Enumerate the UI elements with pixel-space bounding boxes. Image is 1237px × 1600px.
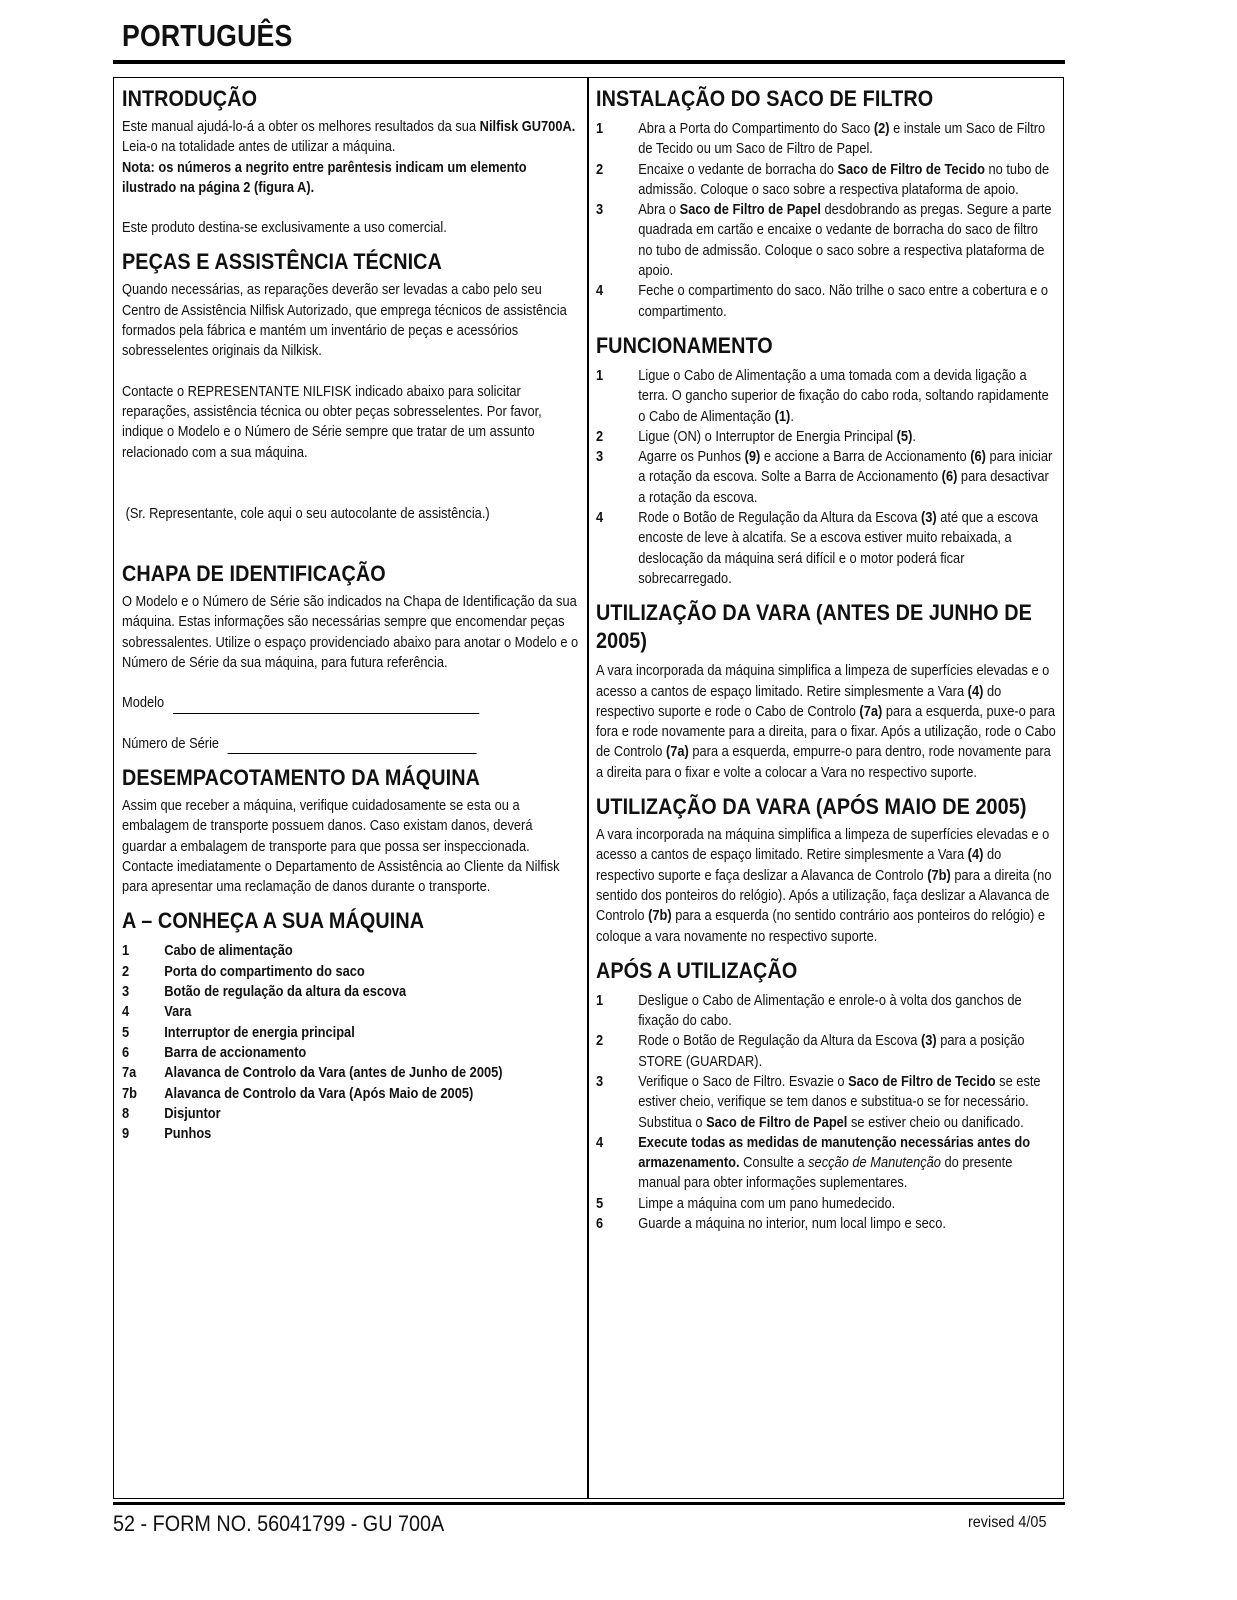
- list-item: 6 Guarde a máquina no interior, num local limpo e seco.: [596, 1216, 946, 1233]
- wand-before-heading: UTILIZAÇÃO DA VARA (ANTES DE JUNHO DE 2005): [596, 600, 1032, 654]
- serial-label: Número de Série: [122, 735, 220, 752]
- wand-before-paragraph: A vara incorporada da máquina simplifica a limpeza de superfícies elevadas e o acesso a cantos de espaço limitado. Retire simplesmente a Vara (4) do respectivo suporte e rode o Cabo de Controlo (7a) para a esquerda, puxe-o para fora e rode novamente para a direita, para o fixar. Após a utilização, rode o Cabo de Controlo (7a) para a esquerda, empurre-o para dentro, rode novamente para a direita para o fixar e volte a colocar a Vara no respectivo suporte.: [596, 663, 1056, 781]
- list-item: 4 Rode o Botão de Regulação da Altura da Escova (3) até que a escova encoste de leve à alcatifa. Se a escova estiver muito rebaixada, a deslocação da máquina será difícil e o motor poderá ficar sobrecarregado.: [596, 510, 1039, 587]
- list-item: 7a Alavanca de Controlo da Vara (antes de Junho de 2005): [122, 1065, 503, 1082]
- after-use-section: [596, 957, 1056, 1235]
- top-rule: [113, 60, 1065, 64]
- filter-bag-heading: INSTALAÇÃO DO SACO DE FILTRO: [596, 86, 934, 111]
- filter-bag-steps: [596, 119, 1056, 322]
- filter-bag-section: [596, 85, 1056, 322]
- serial-blank-line[interactable]: [228, 740, 477, 754]
- wand-after-paragraph: A vara incorporada na máquina simplifica a limpeza de superfícies elevadas e o acesso a cantos de espaço limitado. Retire simplesmente a Vara (4) do respectivo suporte e faça deslizar a Alavanca de Controlo (7b) para a direita (no sentido dos ponteiros do relógio). Após a utilização, faça deslizar a Alavanca de Controlo (7b) para a esquerda (no sentido contrário aos ponteiros do relógio) e coloque a vara novamente no respectivo suporte.: [596, 827, 1052, 945]
- nameplate-section: [122, 560, 580, 754]
- language-title: PORTUGUÊS: [122, 18, 293, 53]
- unpacking-section: [122, 764, 580, 897]
- intro-section: [122, 85, 580, 238]
- list-item: 8 Disjuntor: [122, 1105, 221, 1122]
- model-blank-line[interactable]: [173, 700, 479, 714]
- model-label: Modelo: [122, 695, 165, 712]
- after-use-heading: APÓS A UTILIZAÇÃO: [596, 957, 798, 983]
- operation-section: [596, 332, 1056, 589]
- unpacking-heading: DESEMPACOTAMENTO DA MÁQUINA: [122, 764, 481, 790]
- column-divider: [587, 77, 589, 1499]
- left-column: [122, 85, 580, 1144]
- after-use-steps: [596, 991, 1056, 1235]
- model-field[interactable]: [122, 693, 580, 713]
- list-item: 5 Limpe a máquina com um pano humedecido.: [596, 1195, 896, 1212]
- right-column: [596, 85, 1056, 1234]
- nameplate-heading: CHAPA DE IDENTIFICAÇÃO: [122, 561, 386, 587]
- list-item: 1 Cabo de alimentação: [122, 943, 293, 960]
- list-item: 4 Vara: [122, 1004, 192, 1021]
- operation-heading: FUNCIONAMENTO: [596, 332, 773, 358]
- parts-service-heading: PEÇAS E ASSISTÊNCIA TÉCNICA: [122, 249, 442, 275]
- parts-service-section: [122, 248, 580, 524]
- footer-form-number: 52 - FORM NO. 56041799 - GU 700A: [113, 1511, 445, 1536]
- list-item: 7b Alavanca de Controlo da Vara (Após Maio de 2005): [122, 1085, 474, 1102]
- list-item: 4 Feche o compartimento do saco. Não trilhe o saco entre a cobertura e o compartimento.: [596, 283, 1049, 320]
- list-item: 3 Abra o Saco de Filtro de Papel desdobrando as pregas. Segure a parte quadrada em cartão e encaixe o vedante de borracha do saco de filtro no tubo de admissão. Coloque o saco sobre a respectiva plataforma de apoio.: [596, 202, 1052, 280]
- wand-after-section: [596, 793, 1056, 947]
- serial-field[interactable]: [122, 734, 580, 754]
- list-item: 2 Encaixe o vedante de borracha do Saco de Filtro de Tecido no tubo de admissão. Coloque o saco sobre a respectiva plataforma de apoio.: [596, 161, 1050, 198]
- wand-before-section: [596, 599, 1056, 783]
- list-item: 6 Barra de accionamento: [122, 1044, 307, 1061]
- list-item: 2 Rode o Botão de Regulação da Altura da Escova (3) para a posição STORE (GUARDAR).: [596, 1033, 1025, 1070]
- list-item: 3 Botão de regulação da altura da escova: [122, 984, 407, 1001]
- parts-service-paragraph-2: Contacte o REPRESENTANTE NILFISK indicado abaixo para solicitar reparações, assistência técnica ou obter peças sobresselentes. Por favor, indique o Modelo e o Número de Série sempre que tratar de um assunto relacionado com a sua máquina.: [122, 383, 542, 461]
- unpacking-paragraph: Assim que receber a máquina, verifique cuidadosamente se esta ou a embalagem de transporte possuem danos. Caso existam danos, deverá guardar a embalagem de transporte para que possa ser inspeccionada. Contacte imediatamente o Departamento de Assistência ao Cliente da Nilfisk para apresentar uma reclamação de danos durante o transporte.: [122, 797, 560, 896]
- list-item: 4 Execute todas as medidas de manutenção necessárias antes do armazenamento. Consulte a secção de Manutenção do presente manual para obter informações suplementares.: [596, 1134, 1031, 1192]
- intro-heading: INTRODUÇÃO: [122, 86, 258, 111]
- operation-steps: [596, 366, 1056, 589]
- list-item: 5 Interruptor de energia principal: [122, 1024, 355, 1041]
- parts-list: [122, 941, 580, 1144]
- intro-paragraph: Este manual ajudá-lo-á a obter os melhores resultados da sua Nilfisk GU700A. Leia-o na totalidade antes de utilizar a máquina.: [122, 119, 576, 156]
- nameplate-paragraph: O Modelo e o Número de Série são indicados na Chapa de Identificação da sua máquina. Estas informações são necessárias sempre que encomendar peças sobressalentes. Utilize o espaço providenciado abaixo para anotar o Modelo e o Número de Série da sua máquina, para futura referência.: [122, 594, 579, 672]
- know-machine-heading: A – CONHEÇA A SUA MÁQUINA: [122, 908, 425, 934]
- dealer-sticker-note: (Sr. Representante, cole aqui o seu autocolante de assistência.): [122, 505, 490, 522]
- parts-service-paragraph-1: Quando necessárias, as reparações deverão ser levadas a cabo pelo seu Centro de Assistência Nilfisk Autorizado, que emprega técnicos de assistência formados pela fábrica e mantém um inventário de peças e acessórios sobresselentes originais da Nilkisk.: [122, 282, 567, 360]
- list-item: 1 Abra a Porta do Compartimento do Saco (2) e instale um Saco de Filtro de Tecido ou um Saco de Filtro de Papel.: [596, 121, 1046, 158]
- footer-revised-date: revised 4/05: [968, 1514, 1047, 1531]
- list-item: 1 Ligue o Cabo de Alimentação a uma tomada com a devida ligação a terra. O gancho superior de fixação do cabo roda, soltando rapidamente o Cabo de Alimentação (1).: [596, 367, 1049, 425]
- list-item: 3 Agarre os Punhos (9) e accione a Barra de Accionamento (6) para iniciar a rotação da escova. Solte a Barra de Accionamento (6) para desactivar a rotação da escova.: [596, 449, 1053, 506]
- list-item: 2 Ligue (ON) o Interruptor de Energia Principal (5).: [596, 428, 916, 445]
- bottom-rule: [113, 1502, 1065, 1505]
- list-item: 1 Desligue o Cabo de Alimentação e enrole-o à volta dos ganchos de fixação do cabo.: [596, 992, 1022, 1030]
- list-item: 3 Verifique o Saco de Filtro. Esvazie o Saco de Filtro de Tecido se este estiver cheio, verifique se tem danos e substitua-o se for necessário. Substitua o Saco de Filtro de Papel se estiver cheio ou danificado.: [596, 1073, 1041, 1131]
- list-item: 9 Punhos: [122, 1126, 212, 1143]
- wand-after-heading: UTILIZAÇÃO DA VARA (APÓS MAIO DE 2005): [596, 794, 1027, 820]
- list-item: 2 Porta do compartimento do saco: [122, 963, 365, 980]
- know-machine-section: [122, 907, 580, 1144]
- intro-note: Nota: os números a negrito entre parêntesis indicam um elemento ilustrado na página 2 (figura A).: [122, 159, 527, 196]
- intro-commercial-use: Este produto destina-se exclusivamente a uso comercial.: [122, 220, 447, 237]
